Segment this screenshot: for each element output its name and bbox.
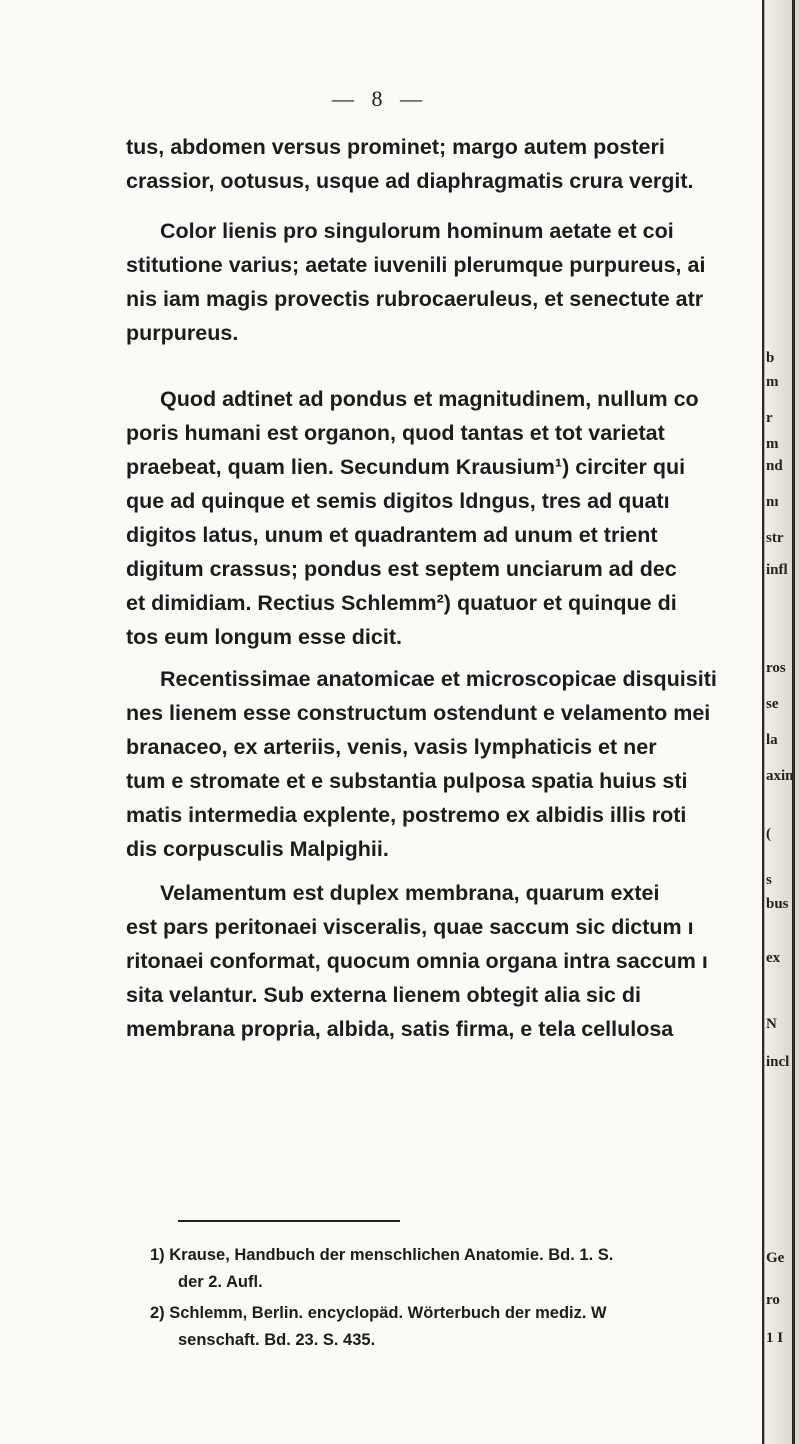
margin-fragment: nd xyxy=(766,458,783,474)
margin-fragment: 1 I xyxy=(766,1330,784,1346)
margin-fragment: bus xyxy=(766,896,789,912)
page-number: — 8 — xyxy=(332,86,428,111)
text-line: digitum crassus; pondus est septem unciarum ad dec xyxy=(126,557,677,581)
text-line: sita velantur. Sub externa lienem obtegit alia sic di xyxy=(126,983,641,1007)
margin-fragment: m xyxy=(766,436,779,452)
paragraph-first-line xyxy=(160,662,764,696)
text-line: praebeat, quam lien. Secundum Krausium¹) circiter qui xyxy=(126,455,686,479)
text-line: est pars peritonaei visceralis, quae saccum sic dictum ı xyxy=(126,915,694,939)
margin-fragment: la xyxy=(766,732,778,748)
paragraph xyxy=(126,696,766,866)
text-line: poris humani est organon, quod tantas et tot varietat xyxy=(126,421,665,445)
text-line: Recentissimae anatomicae et microscopicae disquisiti xyxy=(160,667,717,691)
paragraph xyxy=(126,416,766,654)
text-line: Quod adtinet ad pondus et magnitudinem, nullum co xyxy=(160,387,699,411)
margin-fragment: infl xyxy=(766,562,788,578)
margin-fragment: m xyxy=(766,374,779,390)
footnote-line: senschaft. Bd. 23. S. 435. xyxy=(178,1331,376,1349)
margin-fragment: se xyxy=(766,696,779,712)
paragraph xyxy=(126,248,766,350)
margin-fragment: s xyxy=(766,872,772,888)
text-line: nes lienem esse constructum ostendunt e velamento mei xyxy=(126,701,711,725)
footnote-line: 2) Schlemm, Berlin. encyclopäd. Wörterbuch der mediz. W xyxy=(150,1304,607,1322)
margin-fragment: ( xyxy=(766,826,771,842)
text-line: ritonaei conformat, quocum omnia organa intra saccum ı xyxy=(126,949,708,973)
footnote xyxy=(150,1242,762,1296)
footnote xyxy=(150,1300,762,1354)
footnote-line: 1) Krause, Handbuch der menschlichen Anatomie. Bd. 1. S. xyxy=(150,1246,614,1264)
paragraph xyxy=(126,910,766,1046)
margin-fragment: N xyxy=(766,1016,777,1032)
margin-fragment: ros xyxy=(766,660,786,676)
margin-fragment: ro xyxy=(766,1292,780,1308)
text-line: nis iam magis provectis rubrocaeruleus, et senectute atr xyxy=(126,287,704,311)
margin-fragment: axin xyxy=(766,768,794,784)
footnote-line: der 2. Aufl. xyxy=(178,1273,263,1291)
margin-fragment: str xyxy=(766,530,784,546)
text-line: purpureus. xyxy=(126,321,239,345)
text-line: stitutione varius; aetate iuvenili plerumque purpureus, ai xyxy=(126,253,706,277)
margin-fragment: Ge xyxy=(766,1250,785,1266)
text-line: crassior, ootusus, usque ad diaphragmatis crura vergit. xyxy=(126,169,694,193)
paragraph-first-line xyxy=(160,382,764,416)
paragraph-first-line xyxy=(160,876,764,910)
margin-fragment: ex xyxy=(766,950,781,966)
text-line: dis corpusculis Malpighii. xyxy=(126,837,389,861)
text-line: Velamentum est duplex membrana, quarum extei xyxy=(160,881,660,905)
text-line: Color lienis pro singulorum hominum aetate et coi xyxy=(160,219,674,243)
text-line: et dimidiam. Rectius Schlemm²) quatuor et quinque di xyxy=(126,591,677,615)
margin-fragment: nı xyxy=(766,494,779,510)
text-line: branaceo, ex arteriis, venis, vasis lymphaticis et ner xyxy=(126,735,657,759)
paragraph xyxy=(126,130,766,198)
text-line: digitos latus, unum et quadrantem ad unum et trient xyxy=(126,523,658,547)
text-line: que ad quinque et semis digitos ldngus, tres ad quatı xyxy=(126,489,670,513)
text-line: tus, abdomen versus prominet; margo autem posteri xyxy=(126,135,665,159)
paragraph-first-line xyxy=(160,214,764,248)
page-outer-edge-line xyxy=(792,0,795,1444)
margin-fragment: b xyxy=(766,350,775,366)
text-line: tum e stromate et e substantia pulposa spatia huius sti xyxy=(126,769,688,793)
text-line: matis intermedia explente, postremo ex albidis illis roti xyxy=(126,803,687,827)
text-line: tos eum longum esse dicit. xyxy=(126,625,402,649)
margin-fragment: incl xyxy=(766,1054,790,1070)
margin-fragment: r xyxy=(766,410,773,426)
footnote-separator xyxy=(178,1220,400,1222)
text-line: membrana propria, albida, satis firma, e tela cellulosa xyxy=(126,1017,674,1041)
